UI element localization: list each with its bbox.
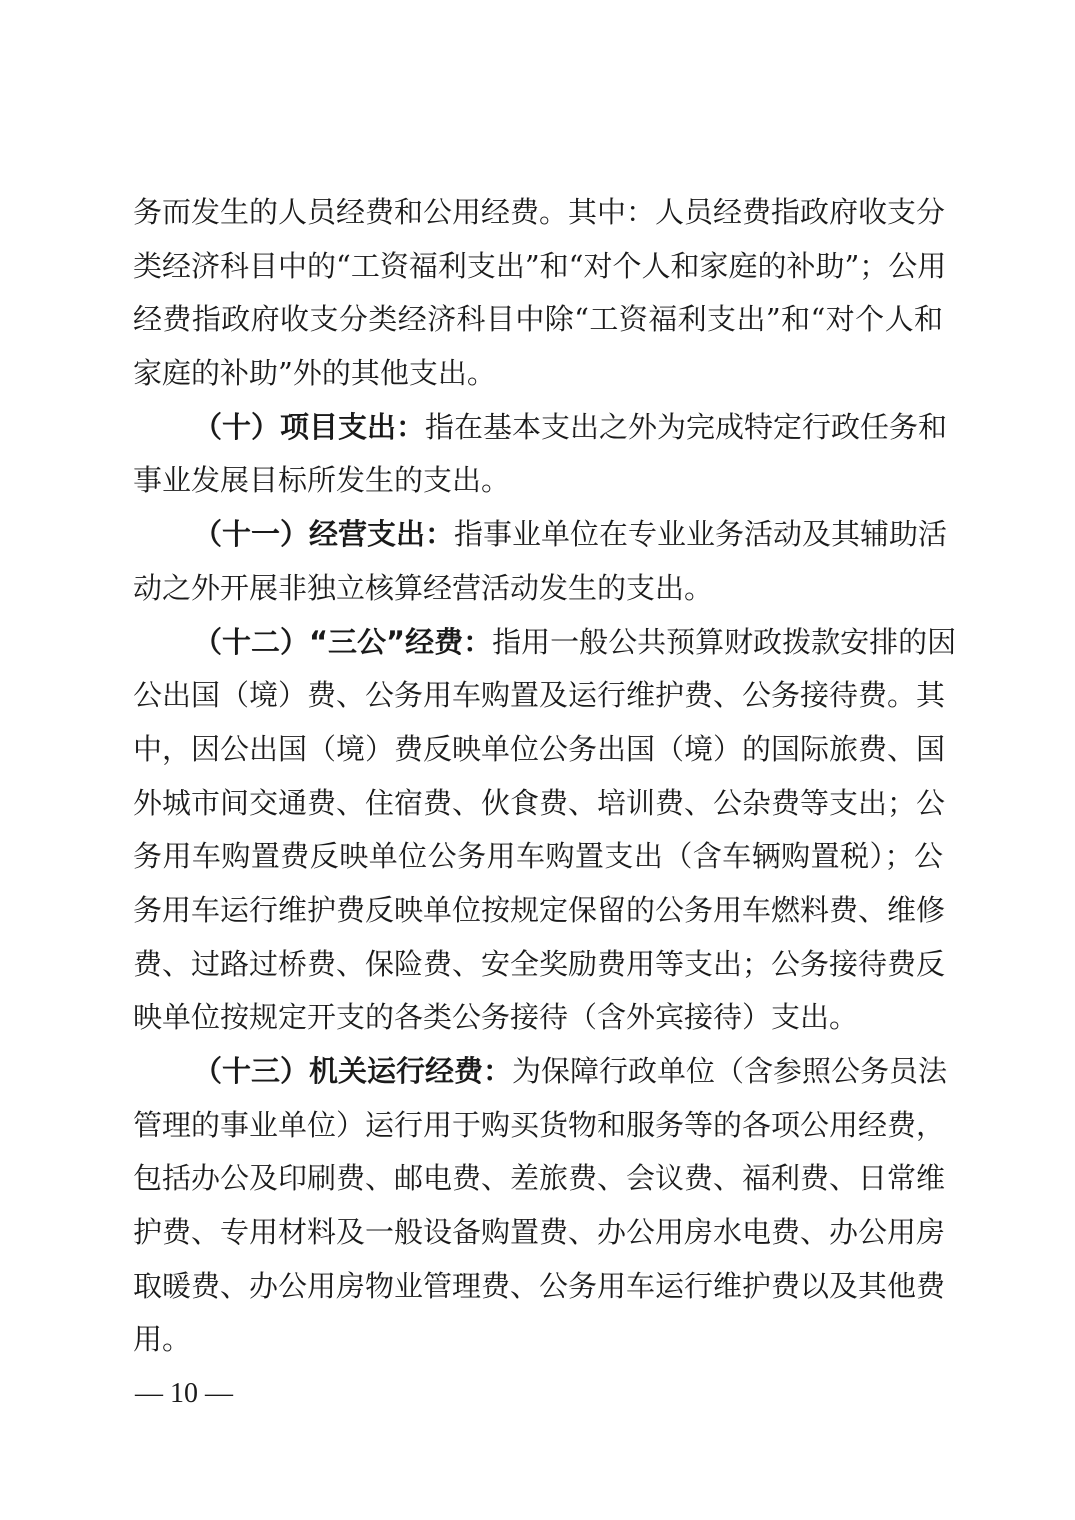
line-text: 中，因公出国（境）费反映单位公务出国（境）的国际旅费、国 [133, 731, 946, 766]
text-line [133, 186, 946, 240]
text-line [133, 777, 946, 831]
text-line [133, 723, 946, 777]
text-line [133, 454, 943, 508]
line-text: 用。 [133, 1322, 192, 1357]
paragraph [133, 186, 947, 401]
line-text: 取暖费、办公用房物业管理费、公务用车运行维护费以及其他费 [133, 1268, 946, 1303]
section-heading: （十三）机关运行经费： [193, 1054, 513, 1088]
document-body [133, 186, 957, 1367]
text-line [133, 884, 946, 938]
line-text: 指用一般公共预算财政拨款安排的因 [492, 624, 957, 659]
text-line [133, 1099, 946, 1153]
section-heading: （十一）经营支出： [193, 517, 455, 552]
line-text: 务用车购置费反映单位公务用车购置支出（含车辆购置税）；公 [133, 839, 943, 874]
line-text: 家庭的补助”外的其他支出。 [133, 356, 496, 391]
line-text: 事业发展目标所发生的支出。 [133, 463, 511, 498]
section-heading: （十）项目支出： [193, 409, 426, 444]
section-heading: （十二）“三公”经费： [193, 624, 493, 659]
text-line [133, 1152, 946, 1206]
line-text: 为保障行政单位（含参照公务员法 [512, 1054, 948, 1088]
text-line [133, 347, 943, 401]
text-line [133, 1313, 943, 1367]
page-number: — 10 — [135, 1378, 233, 1409]
line-text: 类经济科目中的“工资福利支出”和“对个人和家庭的补助”；公用 [133, 248, 947, 283]
text-line [133, 1206, 946, 1260]
paragraph [133, 508, 948, 615]
text-line [133, 938, 946, 992]
text-line [133, 830, 943, 884]
line-text: 费、过路过桥费、保险费、安全奖励费用等支出；公务接待费反 [133, 946, 946, 981]
text-line [133, 508, 948, 562]
line-text: 务而发生的人员经费和公用经费。其中：人员经费指政府收支分 [133, 195, 946, 229]
line-text: 指在基本支出之外为完成特定行政任务和 [425, 409, 948, 444]
line-text: 指事业单位在专业业务活动及其辅助活 [454, 517, 948, 552]
line-text: 管理的事业单位）运行用于购买货物和服务等的各项公用经费， [133, 1107, 946, 1142]
line-text: 公出国（境）费、公务用车购置及运行维护费、公务接待费。其 [133, 678, 946, 713]
text-line [133, 991, 943, 1045]
text-line [133, 1260, 946, 1314]
line-text: 映单位按规定开支的各类公务接待（含外宾接待）支出。 [133, 1000, 859, 1035]
text-line [133, 669, 946, 723]
line-text: 包括办公及印刷费、邮电费、差旅费、会议费、福利费、日常维 [133, 1161, 946, 1196]
line-text: 动之外开展非独立核算经营活动发生的支出。 [133, 570, 714, 605]
text-line [133, 616, 957, 670]
paragraph [133, 1045, 948, 1367]
text-line [133, 1045, 948, 1099]
text-line [133, 401, 948, 455]
line-text: 护费、专用材料及一般设备购置费、办公用房水电费、办公用房 [133, 1215, 946, 1250]
text-line [133, 293, 943, 347]
line-text: 务用车运行维护费反映单位按规定保留的公务用车燃料费、维修 [133, 892, 946, 927]
text-line [133, 240, 947, 294]
line-text: 外城市间交通费、住宿费、伙食费、培训费、公杂费等支出；公 [133, 785, 946, 820]
text-line [133, 562, 943, 616]
paragraph [133, 401, 948, 508]
paragraph [133, 616, 957, 1046]
line-text: 经费指政府收支分类经济科目中除“工资福利支出”和“对个人和 [133, 302, 943, 337]
